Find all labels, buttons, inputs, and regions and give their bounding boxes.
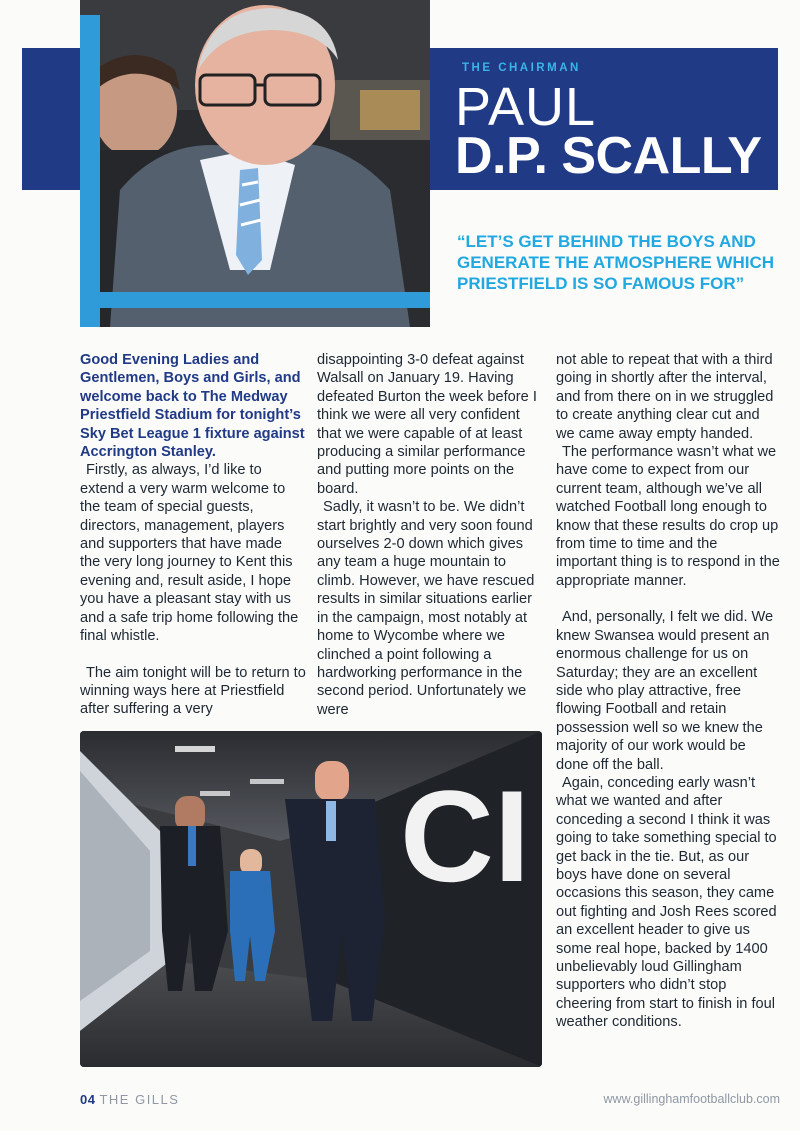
- article-lead: Good Evening Ladies and Gentlemen, Boys and Girls, and welcome back to The Medway Priestfield Stadium for tonight’s Sky Bet League 1 fixture against Accrington Stanley.: [80, 352, 305, 461]
- article-paragraph: Firstly, as always, I’d like to extend a very warm welcome to the team of special guests, directors, management, players and supporters that have made the very long journey to Kent this evening and, result aside, I hope you have a pleasant stay with us and a safe trip home following the final whistle.: [80, 462, 299, 645]
- chairman-portrait-photo: [80, 0, 430, 327]
- website-url: www.gillinghamfootballclub.com: [603, 1092, 780, 1106]
- article-paragraph: The aim tonight will be to return to winning ways here at Priestfield after suffering a very: [80, 664, 306, 718]
- page-number: 04: [80, 1092, 96, 1107]
- kicker-label: THE CHAIRMAN: [462, 62, 581, 74]
- article-paragraph-cont: disappointing 3-0 defeat against Walsall on January 19. Having defeated Burton the week before I think we were all very confident that we were capable of at least producing a similar performance and putting more points on the board.: [317, 352, 537, 497]
- tunnel-wall-lettering: CI: [400, 763, 530, 909]
- article-paragraph: The performance wasn’t what we have come to expect from our current team, although we’ve all watched Football long enough to know that these results do crop up from time to time and the important thing is to respond in the appropriate manner.: [556, 444, 780, 589]
- tunnel-walkout-photo: [80, 731, 542, 1067]
- article-column-1: [80, 351, 306, 719]
- article-column-2: [317, 351, 543, 719]
- article-column-3: [556, 351, 782, 1032]
- article-paragraph: And, personally, I felt we did. We knew Swansea would present an enormous challenge for us on Saturday; they are an excellent side who play attractive, free flowing Football and retain possession well so we knew the majority of our work would be done off the ball.: [556, 609, 774, 773]
- article-paragraph: Again, conceding early wasn’t what we wanted and after conceding a second I think it was going to take something special to get back in the tie. But, as our boys have done on several occasions this season, they came out fighting and Josh Rees scored an excellent header to give us some real hope, backed by 1400 unbelievably loud Gillingham supporters who didn’t stop cheering from start to finish in foul weather conditions.: [556, 774, 777, 1031]
- page-footer-left: [80, 1092, 179, 1107]
- name-first: PAUL: [455, 77, 597, 137]
- pull-quote: “LET’S GET BEHIND THE BOYS AND GENERATE THE ATMOSPHERE WHICH PRIESTFIELD IS SO FAMOUS FOR”: [457, 232, 775, 293]
- article-paragraph-cont: not able to repeat that with a third going in shortly after the interval, and from there on in we struggled to create anything clear cut and we came away empty handed.: [556, 352, 774, 442]
- article-paragraph: Sadly, it wasn’t to be. We didn’t start brightly and very soon found ourselves 2-0 down which gives any team a huge mountain to climb. However, we have rescued results in similar situations earlier in the campaign, most notably at home to Wycombe where we clinched a point following a hardworking performance in the second period. Unfortunately we were: [317, 499, 535, 718]
- publication-name: THE GILLS: [99, 1092, 180, 1107]
- name-rest: D.P. SCALLY: [455, 127, 762, 185]
